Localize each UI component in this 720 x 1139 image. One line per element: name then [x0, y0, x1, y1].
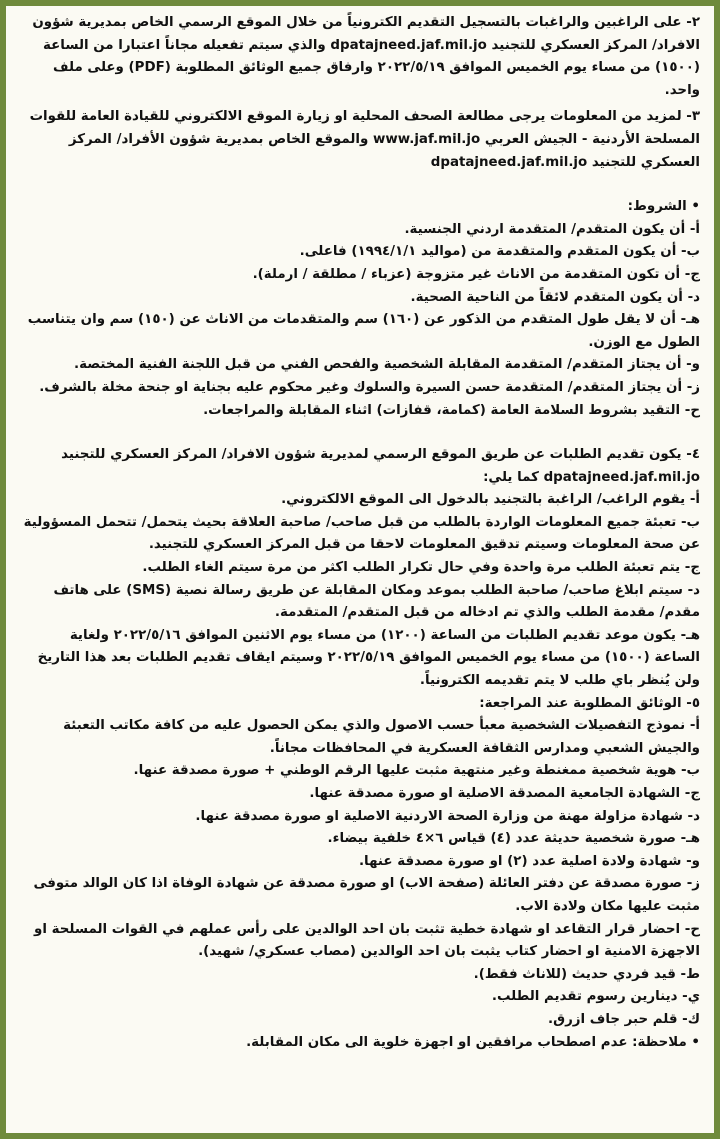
- condition-item: د- أن يكون المتقدم لائقاً من الناحية الصحية.: [410, 289, 700, 305]
- application-step: أ- يقوم الراغب/ الراغبة بالتجنيد بالدخول الى الموقع الالكتروني.: [281, 492, 700, 508]
- required-documents-list: [20, 715, 700, 1031]
- document-item: ح- احضار قرار التقاعد او شهادة خطية تثبت بان احد الوالدين على رأس عملهم في القوات المسلحة او الاجهزة الامنية او احضار كتاب يثبت بان احد الوالدين (مصاب عسكري/ شهيد).: [34, 921, 700, 960]
- condition-item: و- أن يجتاز المتقدم/ المتقدمة المقابلة الشخصية والفحص الفني من قبل اللجنة الفنية المختصة.: [74, 357, 700, 373]
- section-5-documents-title: ٥- الوثائق المطلوبة عند المراجعة:: [479, 695, 700, 711]
- interview-note: • ملاحظة: عدم اصطحاب مرافقين او اجهزة خلوية الى مكان المقابلة.: [246, 1034, 700, 1050]
- condition-item: ز- أن يجتاز المتقدم/ المتقدمة حسن السيرة والسلوك وغير محكوم عليه بجناية او جنحة مخلة بالشرف.: [39, 379, 700, 395]
- document-item: ك- قلم حبر جاف ازرق.: [548, 1011, 700, 1027]
- condition-item: ب- أن يكون المتقدم والمتقدمة من (مواليد ١٩٩٤/١/١) فاعلى.: [299, 244, 700, 260]
- document-item: ط- قيد فردي حديث (للاناث فقط).: [473, 966, 700, 982]
- announcement-body: [20, 12, 700, 1127]
- document-item: ج- الشهادة الجامعية المصدقة الاصلية او صورة مصدقة عنها.: [309, 786, 700, 801]
- document-item: أ- نموذج التفصيلات الشخصية معبأ حسب الاصول والذي يمكن الحصول عليه من كافة مكاتب التعبئة والجيش الشعبي ومدارس الثقافة العسكرية في المحافظات مجاناً.: [63, 718, 700, 756]
- condition-item: ح- التقيد بشروط السلامة العامة (كمامة، قفازات) اثناء المقابلة والمراجعات.: [203, 402, 700, 418]
- section-4-application-intro: ٤- يكون تقديم الطلبات عن طريق الموقع الرسمي لمديرية شؤون الافراد/ المركز العسكري للتجنيد dpatajneed.jaf.mil.jo كما يلي:: [61, 447, 700, 485]
- section-3-more-information: ٣- لمزيد من المعلومات يرجى مطالعة الصحف المحلية او زيارة الموقع الالكتروني للقيادة العامة للقوات المسلحة الأردنية - الجيش العربي www.jaf.mil.jo والموقع الخاص بمديرية شؤون الأفراد/ المركز العسكري للتجنيد dpatajneed.jaf.mil.jo: [29, 109, 700, 170]
- conditions-list: [20, 219, 700, 422]
- document-item: هـ- صورة شخصية حديثة عدد (٤) قياس ٦×٤ خلفية بيضاء.: [327, 831, 700, 847]
- conditions-title: • الشروط:: [627, 199, 700, 215]
- document-item: ي- دينارين رسوم تقديم الطلب.: [491, 989, 700, 1005]
- condition-item: هـ- أن لا يقل طول المتقدم من الذكور عن (١٦٠) سم والمتقدمات من الاناث عن (١٥٠) سم وان يتناسب الطول مع الوزن.: [27, 312, 700, 350]
- section-2-online-registration: ٢- على الراغبين والراغبات بالتسجيل التقديم الكترونياً من خلال الموقع الرسمي الخاص بمديرية شؤون الافراد/ المركز العسكري للتجنيد dpatajneed.jaf.mil.jo والذي سيتم تفعيله مجاناً اعتبارا من الساعة (١٥٠٠) من مساء يوم الخميس الموافق ٢٠٢٢/٥/١٩ وارفاق جميع الوثائق المطلوبة (PDF) وعلى ملف واحد.: [32, 15, 700, 98]
- document-item: د- شهادة مزاولة مهنة من وزارة الصحة الاردنية الاصلية او صورة مصدقة عنها.: [195, 808, 700, 824]
- application-step: د- سيتم ابلاغ صاحب/ صاحبة الطلب بموعد ومكان المقابلة عن طريق رسالة نصية (SMS) على هاتف مقدم/ مقدمة الطلب والذي تم ادخاله من قبل المتقدم/ المتقدمة.: [53, 582, 700, 621]
- document-item: ز- صورة مصدقة عن دفتر العائلة (صفحة الاب) او صورة مصدقة عن شهادة الوفاة اذا كان الوالد متوفى مثبت عليها مكان ولادة الاب.: [33, 876, 700, 914]
- application-steps-list: [20, 489, 700, 692]
- document-item: ب- هوية شخصية ممغنطة وغير منتهية مثبت عليها الرقم الوطني + صورة مصدقة عنها.: [133, 763, 700, 779]
- application-step: ج- يتم تعبئة الطلب مرة واحدة وفي حال تكرار الطلب اكثر من مرة سيتم الغاء الطلب.: [142, 560, 700, 576]
- application-step: هـ- يكون موعد تقديم الطلبات من الساعة (١٢٠٠) من مساء يوم الاثنين الموافق ٢٠٢٢/٥/١٦ ولغاية الساعة (١٥٠٠) من مساء يوم الخميس الموافق ٢٠٢٢/٥/١٩ وسيتم ايقاف تقديم الطلبات بعد هذا التاريخ ولن يُنظر باي طلب لا يتم تقديمه الكترونياً.: [37, 627, 700, 689]
- condition-item: ج- أن تكون المتقدمة من الاناث غير متزوجة (عزباء / مطلقة / ارملة).: [252, 266, 700, 282]
- condition-item: أ- أن يكون المتقدم/ المتقدمة اردني الجنسية.: [404, 221, 700, 237]
- application-step: ب- تعبئة جميع المعلومات الواردة بالطلب من قبل صاحب/ صاحبة العلاقة بحيث يتحمل/ تتحمل المسؤولية عن صحة المعلومات وسيتم تدقيق المعلومات لاحقا من قبل المركز العسكري للتجنيد.: [23, 514, 700, 553]
- document-item: و- شهادة ولادة اصلية عدد (٢) او صورة مصدقة عنها.: [358, 853, 700, 869]
